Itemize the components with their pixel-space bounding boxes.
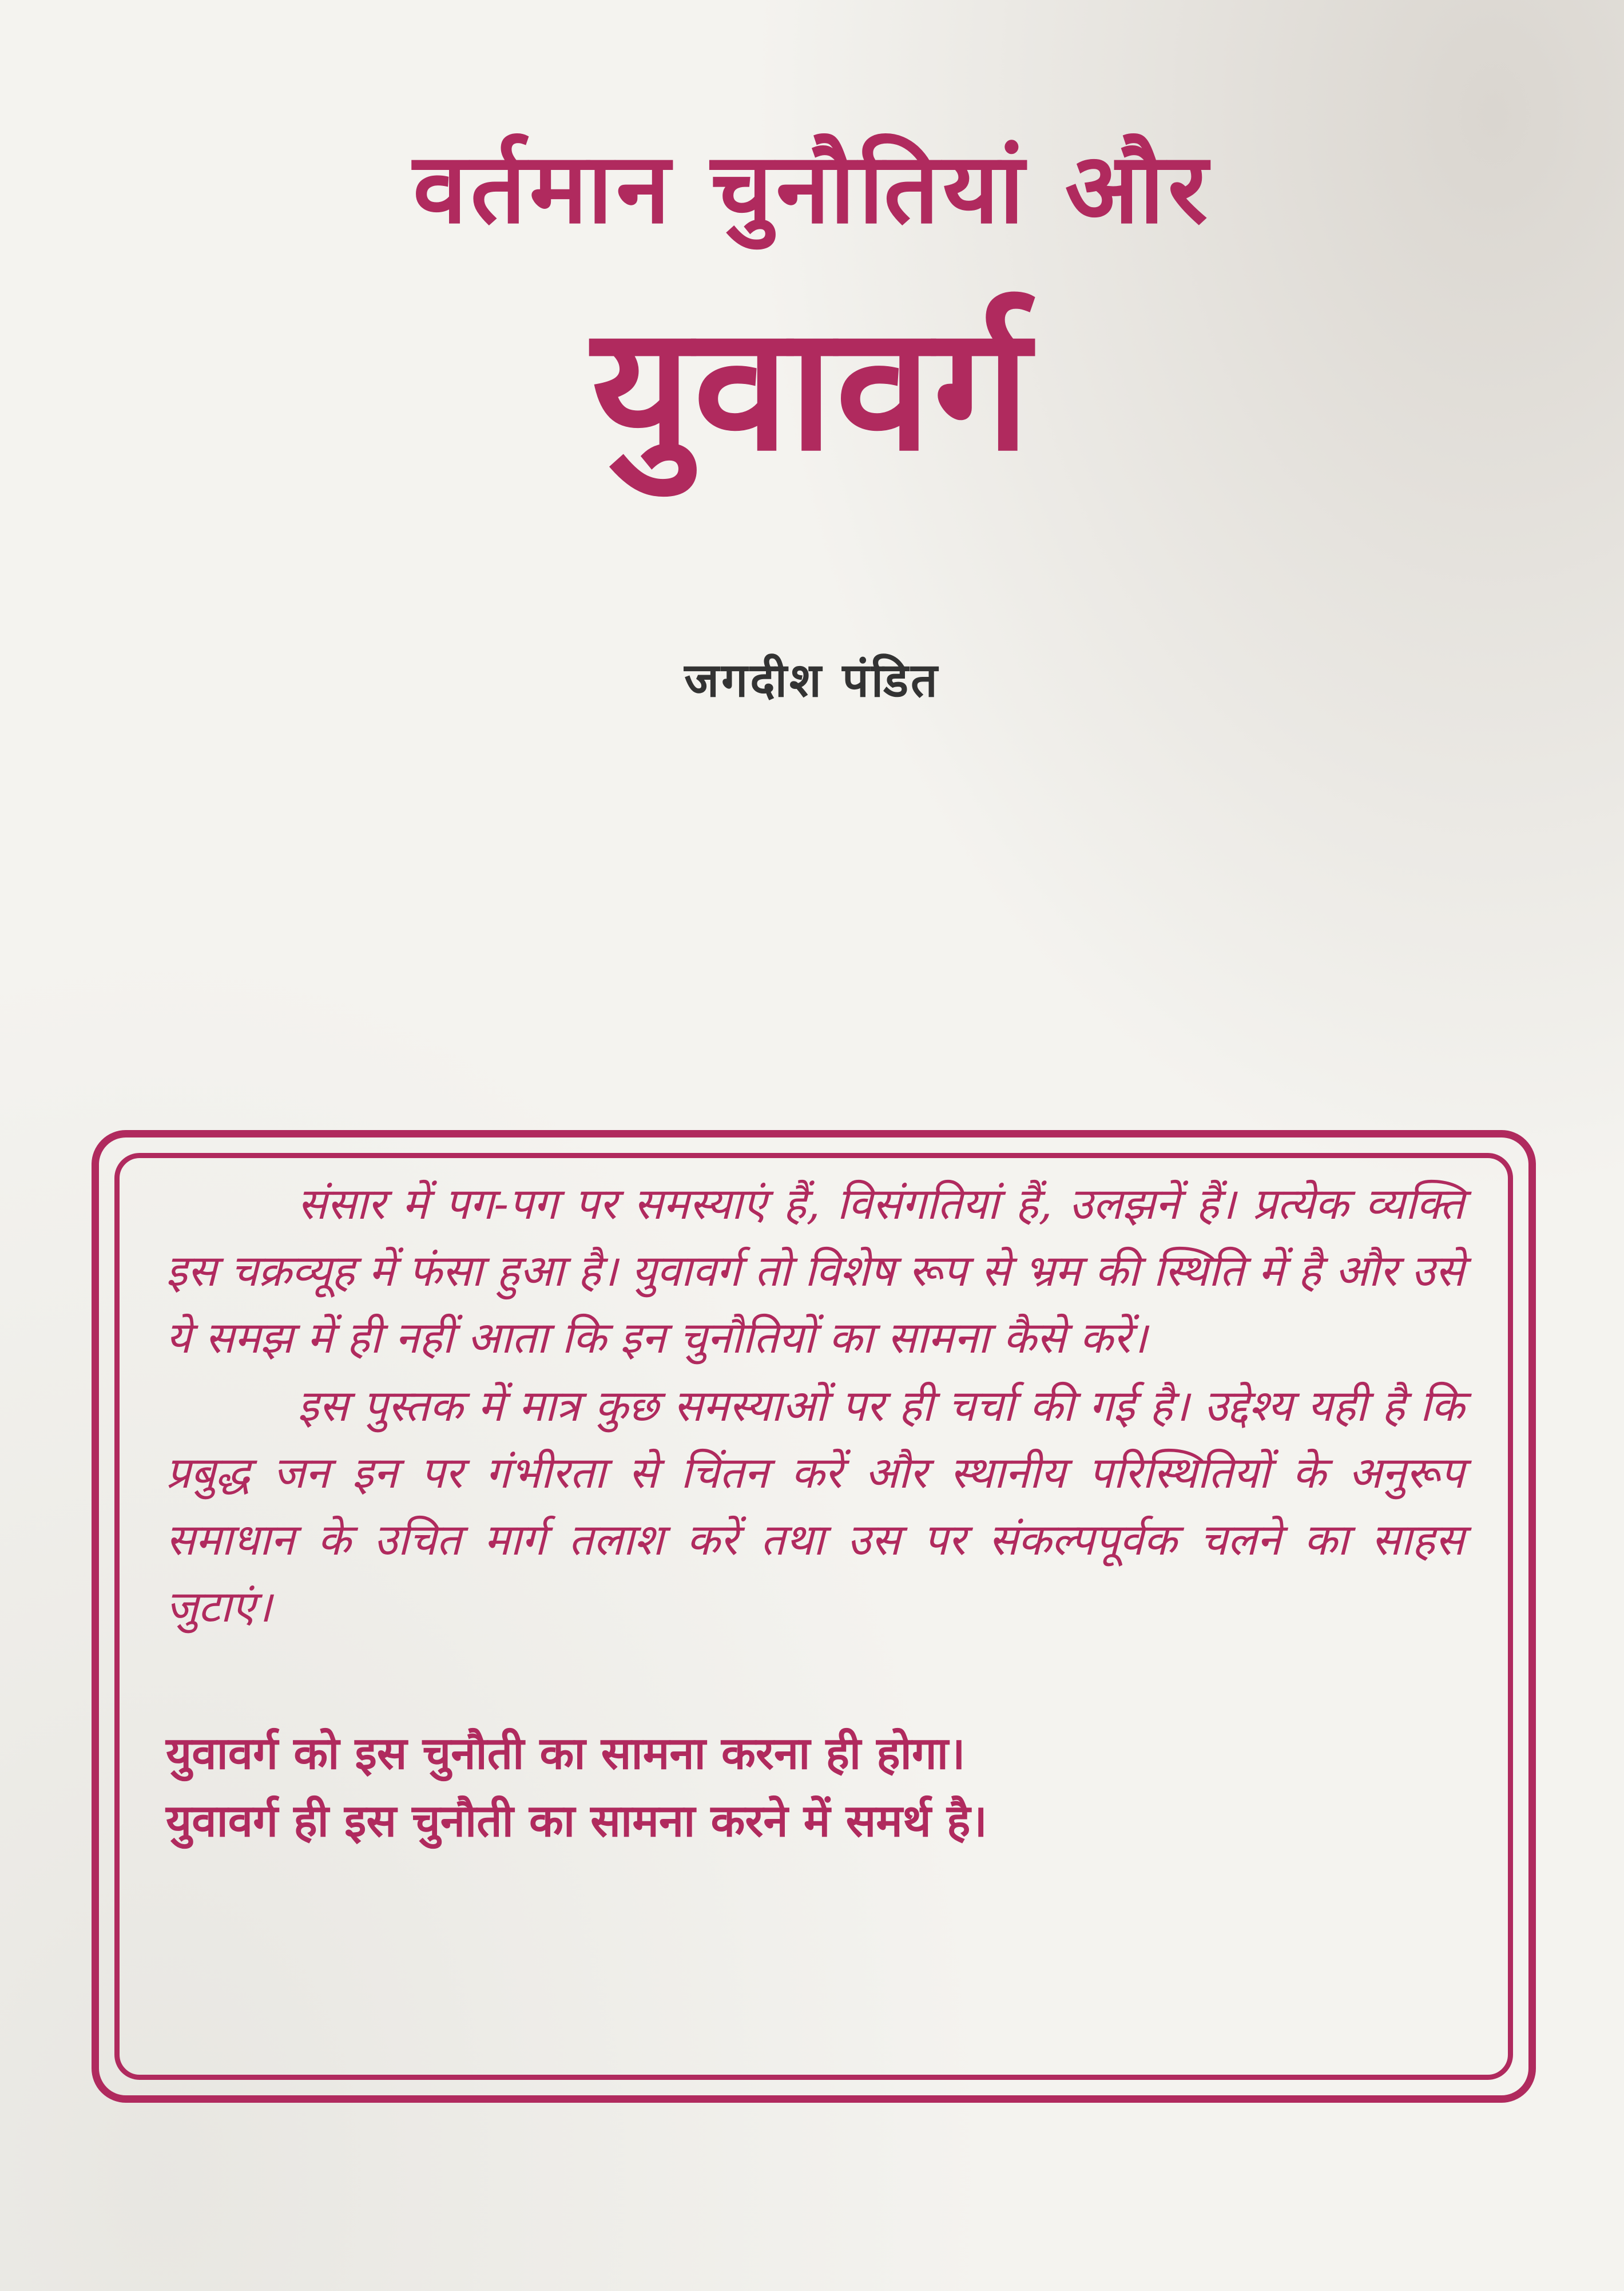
blurb-paragraph-2: इस पुस्तक में मात्र कुछ समस्याओं पर ही चर्चा की गई है। उद्देश्य यही है कि प्रबुद्ध जन इन पर गंभीरता से चिंतन करें और स्थानीय परिस्थितियों के अनुरूप समाधान के उचित मार्ग तलाश करें तथा उस पर संकल्पपूर्वक चलने का साहस जुटाएं। bbox=[166, 1380, 1464, 1632]
book-title-line-2: युवावर्ग bbox=[591, 289, 1033, 489]
blurb-paragraph-1: संसार में पग-पग पर समस्याएं हैं, विसंगतियां हैं, उलझनें हैं। प्रत्येक व्यक्ति इस चक्रव्यूह में फंसा हुआ है। युवावर्ग तो विशेष रूप से भ्रम की स्थिति में है और उसे ये समझ में ही नहीं आता कि इन चुनौतियों का सामना कैसे करें। bbox=[166, 1178, 1464, 1363]
closing-line-2: युवावर्ग ही इस चुनौती का सामना करने में समर्थ है। bbox=[166, 1795, 987, 1847]
author-name: जगदीश पंडित bbox=[684, 653, 940, 708]
blurb-box bbox=[166, 1170, 1464, 1855]
book-title-line-1: वर्तमान चुनौतियां और bbox=[412, 132, 1212, 245]
closing-statement bbox=[166, 1720, 1464, 1855]
closing-line-1: युवावर्ग को इस चुनौती का सामना करना ही होगा। bbox=[166, 1728, 966, 1779]
